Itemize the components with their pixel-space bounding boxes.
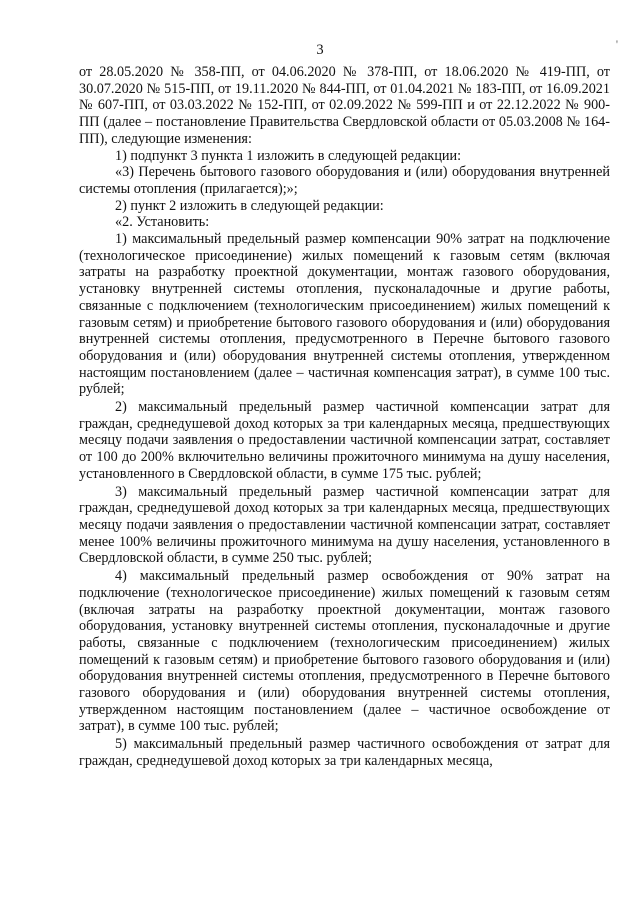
paragraph-subclause-2: 2) максимальный предельный размер частичной компенсации затрат для граждан, среднедушевой доход которых за три календарных месяца, предшествующих месяцу подачи заявления о предоставлении частичной компенсации затрат, составляет от 100 до 200% включительно величины прожиточного минимума на душу населения, установленного в Свердловской области, в сумме 175 тыс. рублей;	[79, 399, 610, 482]
paragraph-item-1: 1) подпункт 3 пункта 1 изложить в следующей редакции:	[115, 147, 462, 164]
paragraph-item-2: 2) пункт 2 изложить в следующей редакции:	[115, 197, 384, 214]
paragraph-clause-2: «2. Установить:	[115, 214, 210, 231]
page-number: 3	[316, 42, 324, 58]
paragraph-intro-continuation: от 28.05.2020 № 358-ПП, от 04.06.2020 № 378-ПП, от 18.06.2020 № 419-ПП, от 30.07.2020 № 515-ПП, от 19.11.2020 № 844-ПП, от 01.04.2021 № 183-ПП, от 16.09.2021 № 607-ПП, от 03.03.2022 № 152-ПП, от 02.09.2022 № 599-ПП и от 22.12.2022 № 900-ПП (далее – постановление Правительства Свердловской области от 05.03.2008 № 164-ПП), следующие изменения:	[79, 64, 610, 147]
paragraph-subclause-3: 3) максимальный предельный размер частичной компенсации затрат для граждан, среднедушевой доход которых за три календарных месяца, предшествующих месяцу подачи заявления о предоставлении частичной компенсации затрат, составляет менее 100% величины прожиточного минимума на душу населения, установленного в Свердловской области, в сумме 250 тыс. рублей;	[79, 483, 610, 567]
document-body	[79, 64, 610, 770]
paragraph-subclause-5: 5) максимальный предельный размер частичного освобождения от затрат для граждан, среднедушевой доход которых за три календарных месяца,	[79, 736, 610, 769]
paragraph-subclause-1: 1) максимальный предельный размер компенсации 90% затрат на подключение (технологическое присоединение) жилых помещений к газовым сетям (включая затраты на разработку проектной документации, монтаж газового оборудования, установку внутренней системы отопления, пусконаладочные и другие работы, связанные с подключением (технологическим присоединением) жилых помещений к газовым сетям) и приобретение бытового газового оборудования и (или) оборудования внутренней системы отопления, предусмотренного в Перечне бытового газового оборудования и (или) оборудования внутренней системы отопления, утвержденном настоящим постановлением (далее – частичная компенсация затрат), в сумме 100 тыс. рублей;	[79, 231, 610, 398]
paragraph-subclause-4: 4) максимальный предельный размер освобождения от 90% затрат на подключение (технологическое присоединение) жилых помещений к газовым сетям (включая затраты на разработку проектной документации, монтаж газового оборудования, установку внутренней системы отопления, пусконаладочные и другие работы, связанные с подключением (технологическим присоединением) жилых помещений к газовым сетям) и приобретение бытового газового оборудования и (или) оборудования внутренней системы отопления, предусмотренного в Перечне бытового газового оборудования и (или) оборудования внутренней системы отопления, утвержденном настоящим постановлением (далее – частичное освобождение от затрат), в сумме 100 тыс. рублей;	[79, 568, 610, 735]
paragraph-item-1-text: «3) Перечень бытового газового оборудования и (или) оборудования внутренней системы отопления (прилагается);»;	[79, 164, 610, 197]
corner-mark: '	[615, 37, 618, 51]
